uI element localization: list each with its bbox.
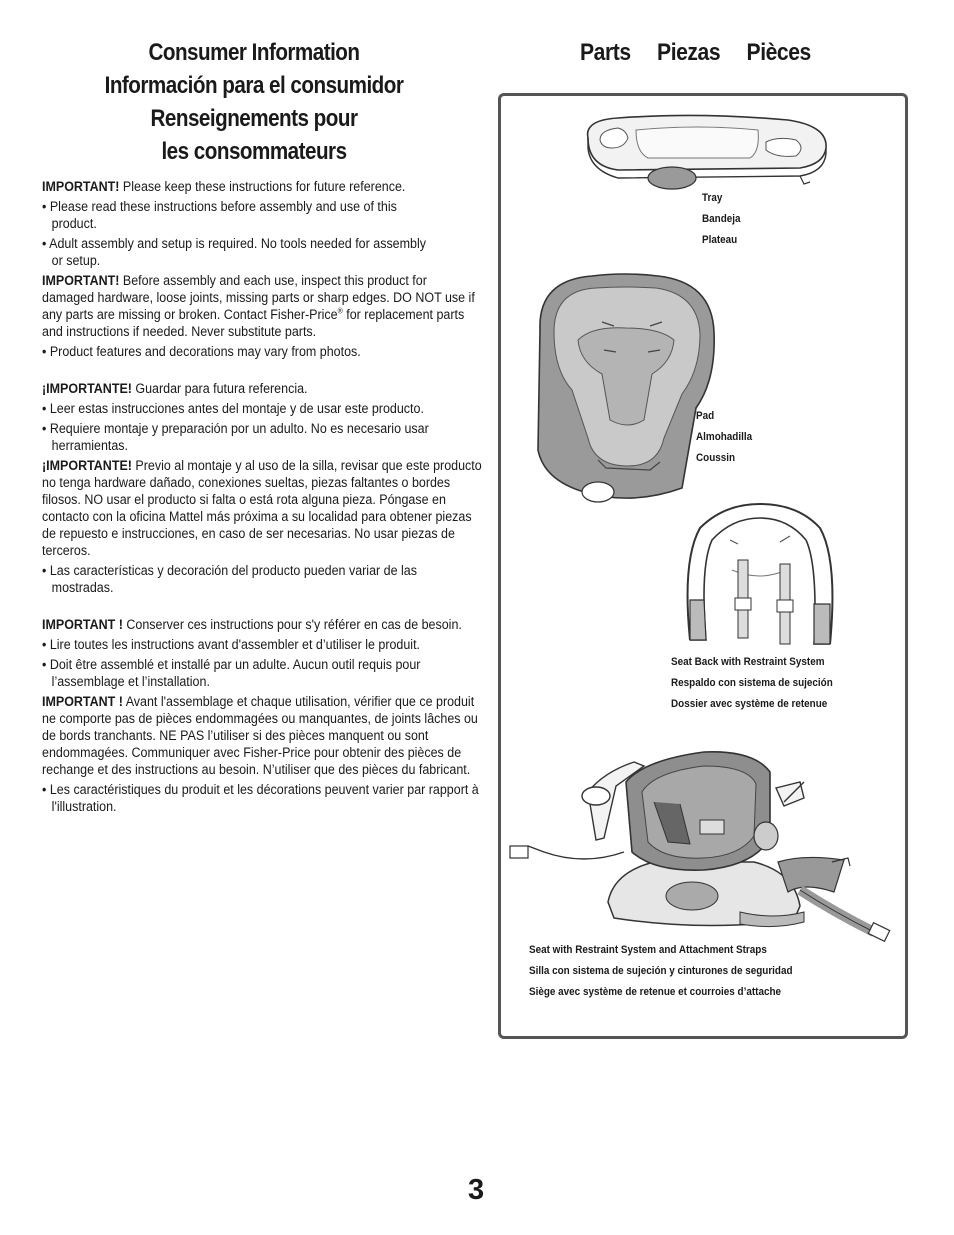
es-important-keep: ¡IMPORTANTE! Guardar para futura referencia. [42,381,308,397]
en-bullet-read: • Please read these instructions before assembly and use of this product. [42,199,397,232]
title-line-4: les consommateurs [161,138,347,165]
consumer-information-title [42,36,466,168]
fr-important-keep: IMPORTANT ! Conserver ces instructions pour s'y référer en cas de besoin. [42,617,462,633]
en-bullet-features: • Product features and decorations may vary from photos. [42,344,361,360]
title-line-3: Renseignements pour [150,105,358,132]
en-important-keep: IMPORTANT! Please keep these instructions for future reference. [42,179,406,195]
consumer-information-body [42,179,482,816]
tray-label: Tray Bandeja Plateau [702,192,741,246]
en-important-inspect: IMPORTANT! Before assembly and each use, inspect this product for damaged hardware, loose joints, missing parts or sharp edges. DO NOT use if any parts are missing or broken. Contact Fisher-Price® for replacement parts and instructions if needed. Never substitute parts. [42,273,475,340]
es-important-inspect: ¡IMPORTANTE! Previo al montaje y al uso de la silla, revisar que este producto no tenga hardware dañado, conexiones sueltas, piezas faltantes o bordes filosos. NO usar el producto si falta o está rota alguna pieza. Póngase en contacto con la oficina Mattel más próxima a su localidad para obtener piezas de repuesto e instrucciones, en caso de ser necesarias. No usar piezas de terceros. [42,458,482,559]
fr-bullet-adult: • Doit être assemblé et installé par un adulte. Aucun outil requis pour l’assemblage et l’installation. [42,657,421,690]
page-number: 3 [468,1174,485,1206]
tray-illustration [578,108,834,196]
es-bullet-features: • Las características y decoración del producto pueden variar de las mostradas. [42,563,417,596]
seat-back-illustration [680,500,838,650]
parts-heading [580,36,837,69]
es-bullet-adult: • Requiere montaje y preparación por un adulto. No es necesario usar herramientas. [42,421,429,454]
parts-heading-en: Parts [580,39,631,66]
en-bullet-adult: • Adult assembly and setup is required. No tools needed for assembly or setup. [42,236,426,269]
title-line-1: Consumer Information [148,39,360,66]
seat-illustration [504,742,896,948]
parts-heading-es: Piezas [657,39,721,66]
es-bullet-read: • Leer estas instrucciones antes del montaje y de usar este producto. [42,401,424,417]
fr-bullet-read: • Lire toutes les instructions avant d'assembler et d’utiliser le produit. [42,637,421,653]
pad-label: Pad Almohadilla Coussin [696,410,753,464]
parts-heading-fr: Pièces [746,39,811,66]
fr-bullet-features: • Les caractéristiques du produit et les décorations peuvent varier par rapport à l'illustration. [42,782,479,815]
fr-important-inspect: IMPORTANT ! Avant l'assemblage et chaque utilisation, vérifier que ce produit ne comporte pas de pièces endommagées ou manquantes, de joints lâches ou de bords tranchants. NE PAS l’utiliser si des pièces manquent ou sont endommagées. Communiquer avec Fisher-Price pour obtenir des pièces de rechange et des instructions au besoin. N’utiliser que des pièces du fabricant. [42,694,478,778]
pad-illustration [532,270,718,510]
seat-back-label: Seat Back with Restraint System Respaldo con sistema de sujeción Dossier avec système de retenue [671,656,833,710]
title-line-2: Información para el consumidor [104,72,404,99]
seat-label: Seat with Restraint System and Attachment Straps Silla con sistema de sujeción y cinturones de seguridad Siège avec système de retenue et courroies d’attache [529,944,793,998]
